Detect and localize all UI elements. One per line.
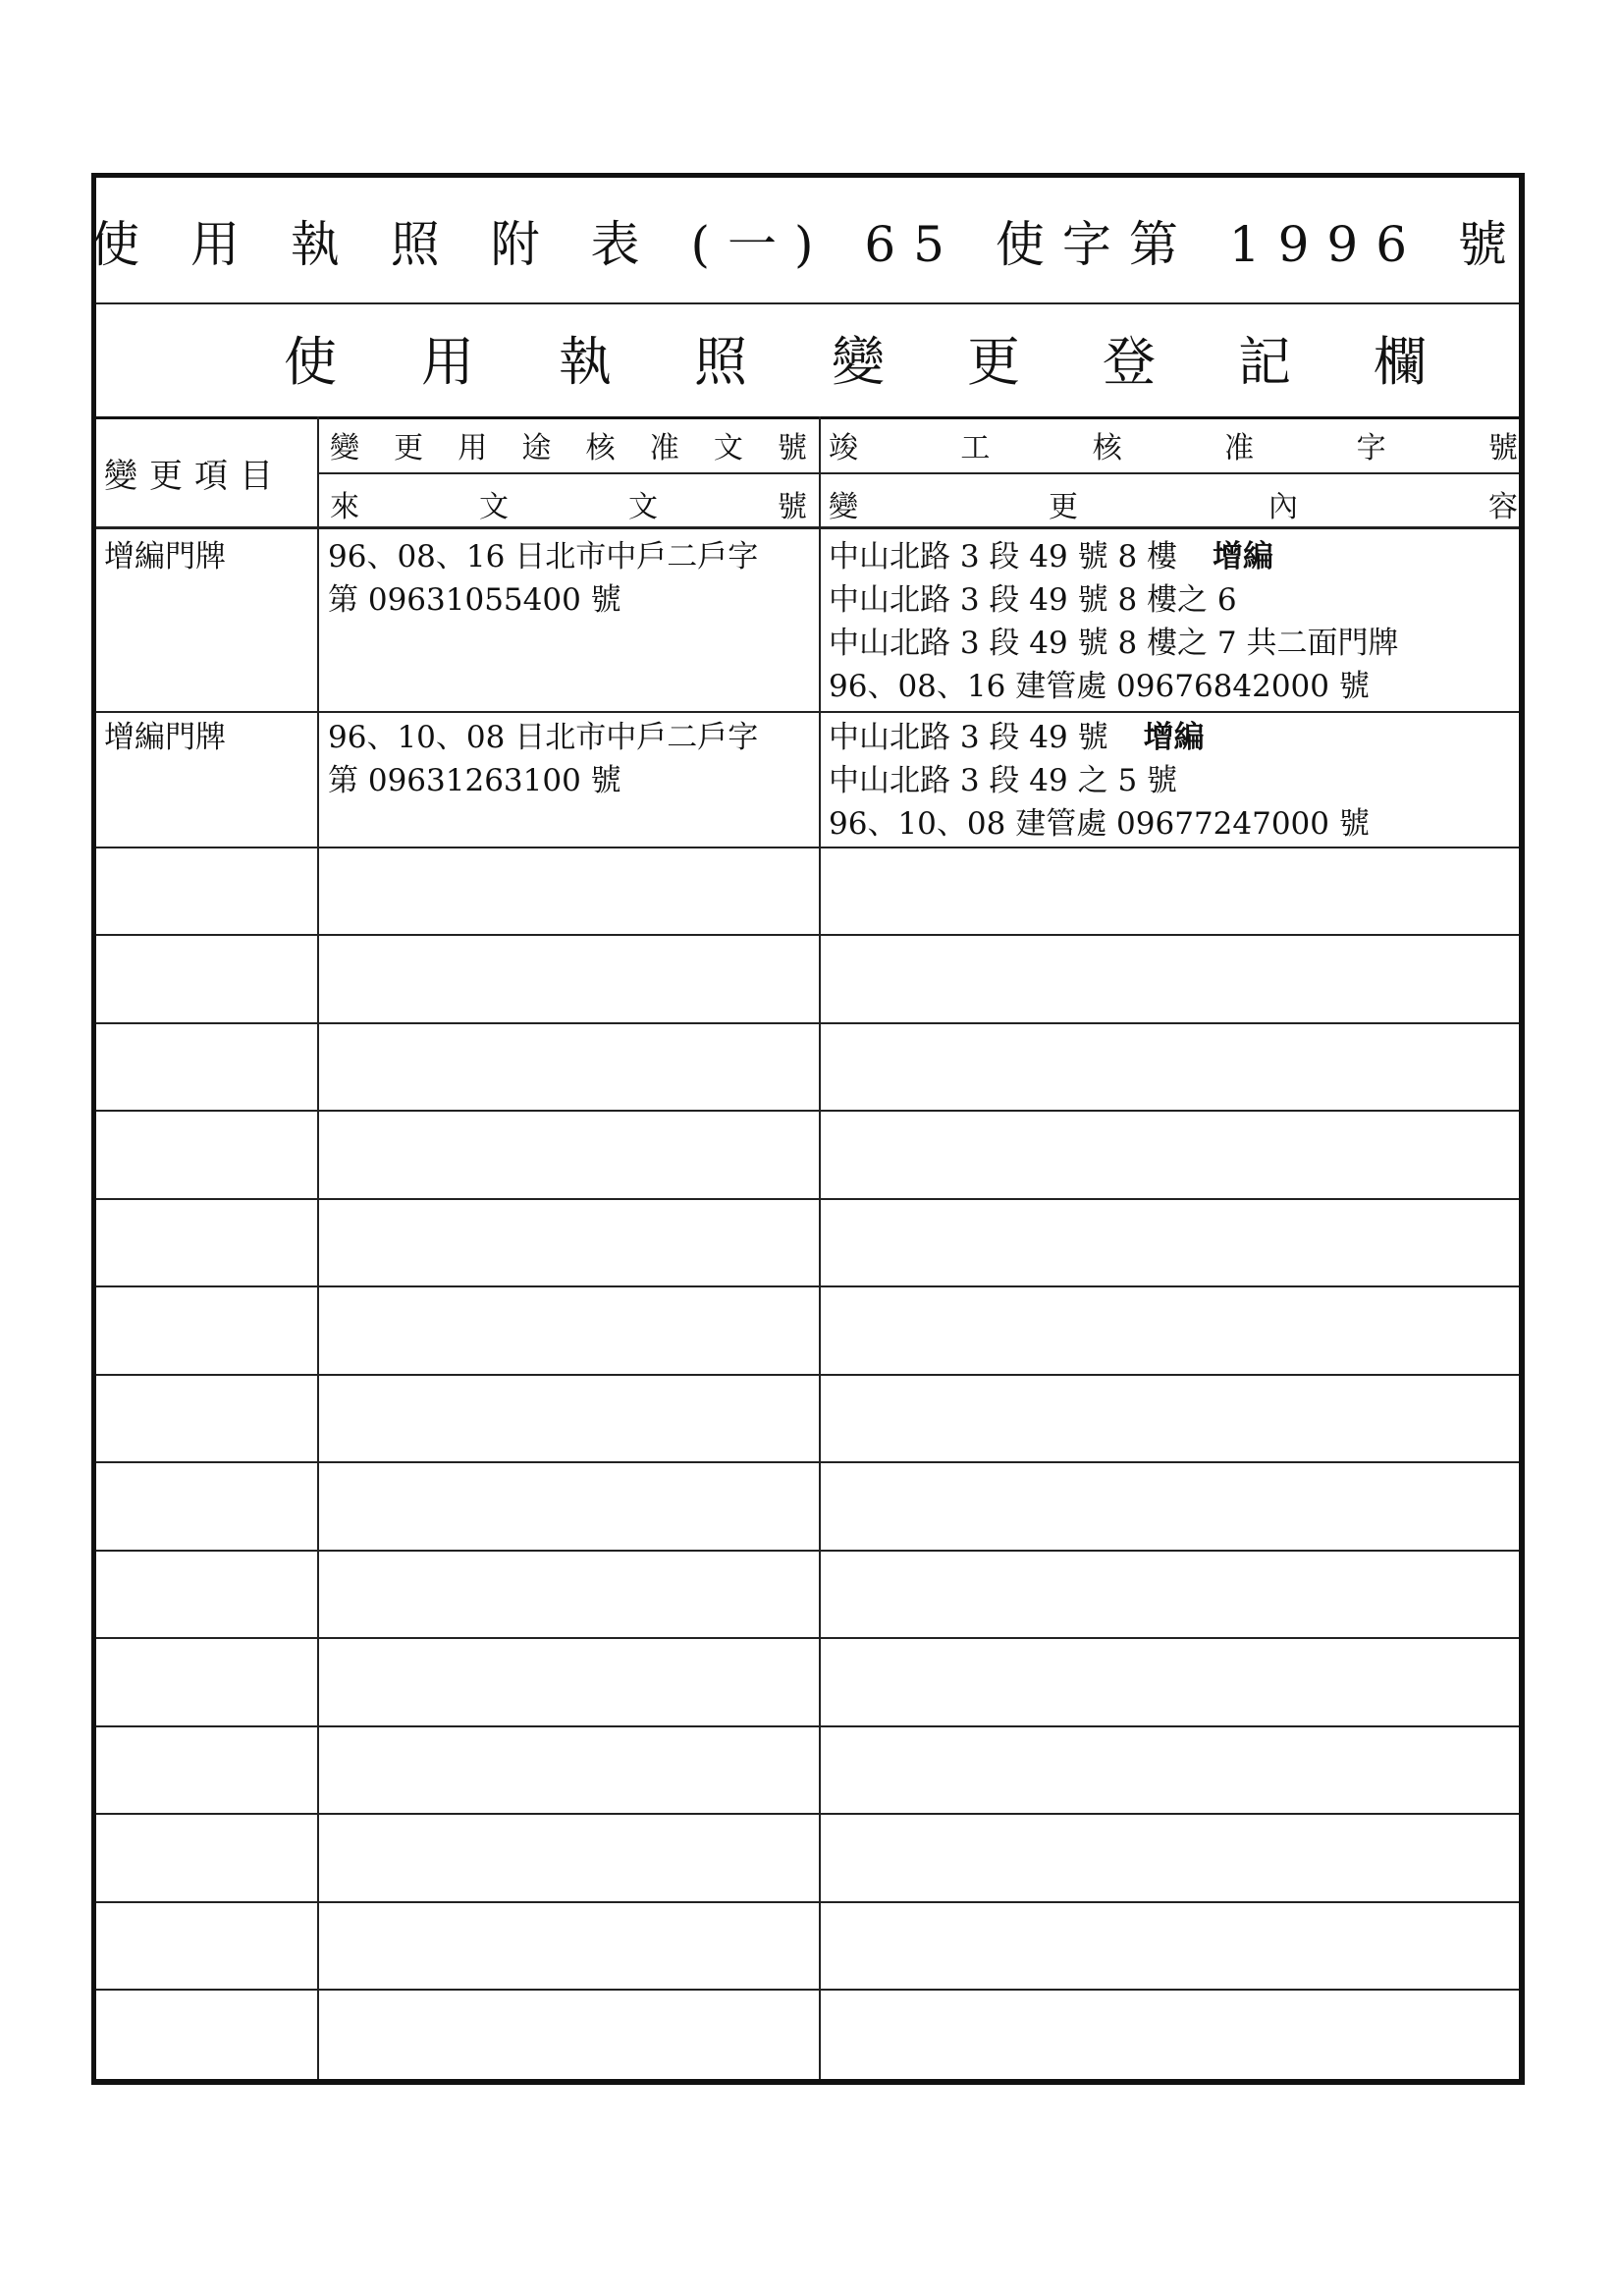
empty-row-divider — [96, 1813, 1519, 1815]
header-char: 更 — [1049, 490, 1078, 524]
header-char: 字 — [1356, 431, 1386, 465]
section-title-char: 欄 — [1374, 331, 1427, 393]
row-2-content — [829, 716, 1370, 846]
row-1-content-tag: 增編 — [1213, 539, 1274, 574]
empty-row-divider — [96, 934, 1519, 936]
empty-row-divider — [96, 1110, 1519, 1112]
empty-row-divider — [96, 1022, 1519, 1024]
header-bottom-divider — [96, 526, 1519, 529]
column-divider-1 — [317, 416, 319, 2079]
row-2-doc-line: 96、10、08 日北市中戶二戶字 — [328, 720, 759, 755]
header-char: 竣 — [829, 431, 858, 465]
empty-row-divider — [96, 1901, 1519, 1903]
row-2-content-line: 中山北路 3 段 49 號 — [829, 720, 1108, 755]
header-inner-divider — [319, 472, 1519, 474]
empty-row-divider — [96, 1725, 1519, 1727]
section-title-char: 用 — [421, 331, 474, 393]
header-char: 更 — [394, 431, 424, 465]
row-1-content-line: 96、08、16 建管處 09676842000 號 — [829, 669, 1370, 704]
header-completion-approval — [829, 423, 1518, 466]
row-2-content-tag: 增編 — [1143, 720, 1205, 755]
header-char: 准 — [649, 431, 679, 465]
section-title-char: 登 — [1103, 331, 1156, 393]
empty-row-divider — [96, 1198, 1519, 1200]
empty-row-divider — [96, 1374, 1519, 1376]
row-1-item: 增編門牌 — [104, 539, 226, 574]
header-char: 核 — [1092, 431, 1122, 465]
section-title-char: 執 — [559, 331, 612, 393]
header-char: 內 — [1268, 490, 1298, 524]
row-2-doc — [328, 716, 758, 802]
section-title-char: 記 — [1238, 331, 1291, 393]
header-char: 文 — [479, 490, 509, 524]
header-char: 文 — [628, 490, 658, 524]
empty-row-divider — [96, 1637, 1519, 1639]
section-title-char: 更 — [967, 331, 1020, 393]
row-1-doc — [328, 535, 758, 622]
header-change-item: 變更項目 — [104, 457, 285, 496]
header-char: 核 — [585, 431, 616, 465]
row-divider — [96, 711, 1519, 713]
header-char: 工 — [960, 431, 991, 465]
row-2-content-line: 中山北路 3 段 49 之 5 號 — [829, 763, 1178, 798]
header-char: 變 — [829, 490, 858, 524]
row-1-content-line: 中山北路 3 段 49 號 8 樓 — [829, 539, 1178, 574]
section-title-char: 使 — [284, 331, 337, 393]
header-approval-doc — [330, 423, 807, 466]
header-char: 用 — [458, 431, 488, 465]
header-char: 容 — [1488, 490, 1518, 524]
header-change-content — [829, 482, 1518, 525]
header-char: 號 — [1487, 431, 1518, 465]
header-char: 途 — [521, 431, 552, 465]
header-incoming-doc — [330, 482, 807, 525]
form-title-row — [90, 178, 1525, 304]
row-1-content-line: 中山北路 3 段 49 號 8 樓之 7 共二面門牌 — [829, 626, 1399, 661]
empty-row-divider — [96, 1285, 1519, 1287]
row-2-content-line: 96、10、08 建管處 09677247000 號 — [829, 806, 1370, 842]
section-title-row — [96, 302, 1519, 419]
row-2-item: 增編門牌 — [104, 720, 226, 755]
empty-row-divider — [96, 1461, 1519, 1463]
header-char: 變 — [330, 431, 359, 465]
license-attachment-form — [91, 173, 1525, 2085]
header-char: 准 — [1224, 431, 1255, 465]
empty-row-divider — [96, 1550, 1519, 1552]
empty-row-divider — [96, 1989, 1519, 1991]
header-char: 文 — [713, 431, 743, 465]
form-title: 使 用 執 照 附 表 (一) 65 使字第 1996 號 — [90, 215, 1525, 273]
row-divider — [96, 847, 1519, 848]
section-title-char: 照 — [694, 331, 747, 393]
column-divider-2 — [819, 416, 821, 2079]
row-2-doc-line: 第 09631263100 號 — [328, 763, 621, 798]
row-1-doc-line: 96、08、16 日北市中戶二戶字 — [328, 539, 759, 574]
header-char: 號 — [778, 490, 807, 524]
row-1-content — [829, 535, 1398, 708]
row-1-content-line: 中山北路 3 段 49 號 8 樓之 6 — [829, 582, 1237, 618]
section-title-char: 變 — [832, 331, 885, 393]
row-1-doc-line: 第 09631055400 號 — [328, 582, 621, 618]
header-char: 來 — [330, 490, 359, 524]
header-char: 號 — [777, 431, 807, 465]
